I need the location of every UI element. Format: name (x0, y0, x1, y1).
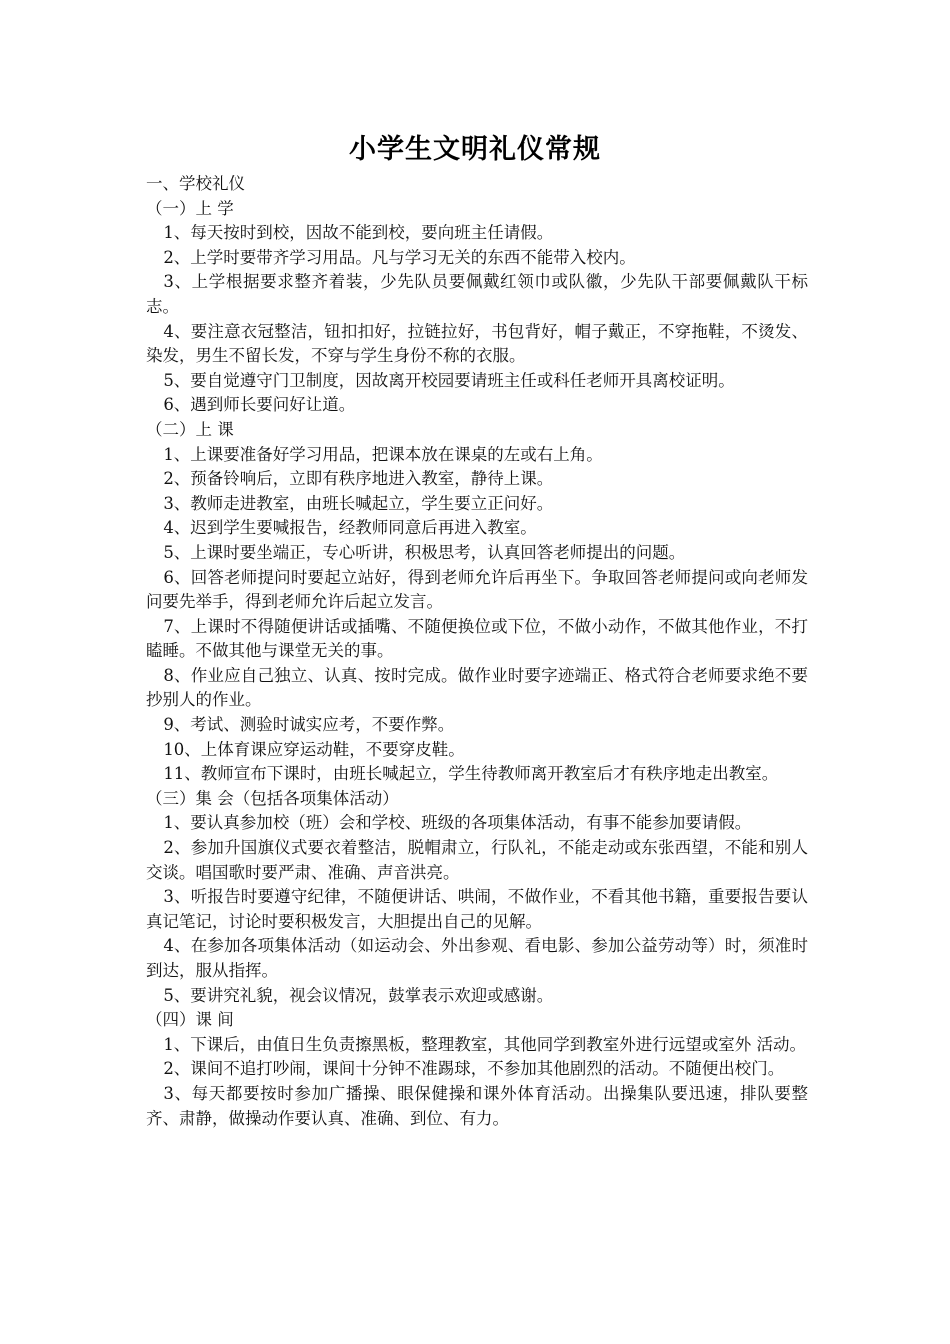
section-heading: （二）上 课 (146, 419, 234, 439)
rule-paragraph: 2、上学时要带齐学习用品。凡与学习无关的东西不能带入校内。 (163, 247, 636, 267)
rule-paragraph: 6、回答老师提问时要起立站好，得到老师允许后再坐下。争取回答老师提问或向老师发问要先举手，得到老师允许后起立发言。 (146, 567, 808, 612)
rule-paragraph: 5、要讲究礼貌，视会议情况，鼓掌表示欢迎或感谢。 (163, 985, 554, 1005)
rule-paragraph: 5、要自觉遵守门卫制度，因故离开校园要请班主任或科任老师开具离校证明。 (163, 370, 735, 390)
rule-paragraph: 11、教师宣布下课时，由班长喊起立，学生待教师离开教室后才有秩序地走出教室。 (163, 764, 779, 784)
rule-paragraph: 1、上课要准备好学习用品，把课本放在课桌的左或右上角。 (163, 444, 603, 464)
rule-paragraph: 2、预备铃响后，立即有秩序地进入教室，静待上课。 (163, 469, 554, 489)
document-title: 小学生文明礼仪常规 (349, 134, 601, 165)
document-body (146, 172, 808, 1131)
rule-paragraph: 2、参加升国旗仪式要衣着整洁，脱帽肃立，行队礼，不能走动或东张西望，不能和别人交谈。唱国歌时要严肃、准确、声音洪亮。 (146, 838, 808, 882)
rule-paragraph: 2、课间不追打吵闹，课间十分钟不准踢球，不参加其他剧烈的活动。不随便出校门。 (163, 1059, 785, 1079)
rule-paragraph: 10、上体育课应穿运动鞋，不要穿皮鞋。 (163, 739, 465, 759)
rule-paragraph: 3、每天都要按时参加广播操、眼保健操和课外体育活动。出操集队要迅速，排队要整齐、肃静，做操动作要认真、准确、到位、有力。 (146, 1083, 808, 1128)
section-heading: （三）集 会（包括各项集体活动） (146, 788, 399, 808)
rule-paragraph: 4、要注意衣冠整洁，钮扣扣好，拉链拉好，书包背好，帽子戴正，不穿拖鞋，不烫发、染发，男生不留长发，不穿与学生身份不称的衣服。 (146, 321, 808, 366)
rule-paragraph: 1、要认真参加校（班）会和学校、班级的各项集体活动，有事不能参加要请假。 (163, 813, 752, 833)
section-heading: （四）课 间 (146, 1010, 234, 1030)
rule-paragraph: 8、作业应自己独立、认真、按时完成。做作业时要字迹端正、格式符合老师要求绝不要抄别人的作业。 (146, 665, 808, 710)
rule-paragraph: 7、上课时不得随便讲话或插嘴、不随便换位或下位，不做小动作，不做其他作业，不打瞌睡。不做其他与课堂无关的事。 (146, 616, 808, 661)
rule-paragraph: 6、遇到师长要问好让道。 (163, 395, 356, 415)
rule-paragraph: 3、听报告时要遵守纪律，不随便讲话、哄闹，不做作业，不看其他书籍，重要报告要认真记笔记，讨论时要积极发言，大胆提出自己的见解。 (146, 887, 808, 931)
rule-paragraph: 4、在参加各项集体活动（如运动会、外出参观、看电影、参加公益劳动等）时，须准时到达，服从指挥。 (146, 936, 808, 980)
section-heading: （一）上 学 (146, 198, 234, 218)
rule-paragraph: 4、迟到学生要喊报告，经教师同意后再进入教室。 (163, 518, 537, 538)
section-heading: 一、学校礼仪 (146, 174, 245, 193)
rule-paragraph: 3、上学根据要求整齐着装，少先队员要佩戴红领巾或队徽，少先队干部要佩戴队干标志。 (146, 272, 808, 316)
rule-paragraph: 5、上课时要坐端正，专心听讲，积极思考，认真回答老师提出的问题。 (163, 542, 686, 562)
rule-paragraph: 1、下课后，由值日生负责擦黑板，整理教室，其他同学到教室外进行远望或室外 活动。 (163, 1034, 807, 1054)
rule-paragraph: 3、教师走进教室，由班长喊起立，学生要立正问好。 (163, 493, 554, 513)
rule-paragraph: 9、考试、测验时诚实应考，不要作弊。 (163, 715, 455, 735)
rule-paragraph: 1、每天按时到校，因故不能到校，要向班主任请假。 (163, 223, 554, 243)
